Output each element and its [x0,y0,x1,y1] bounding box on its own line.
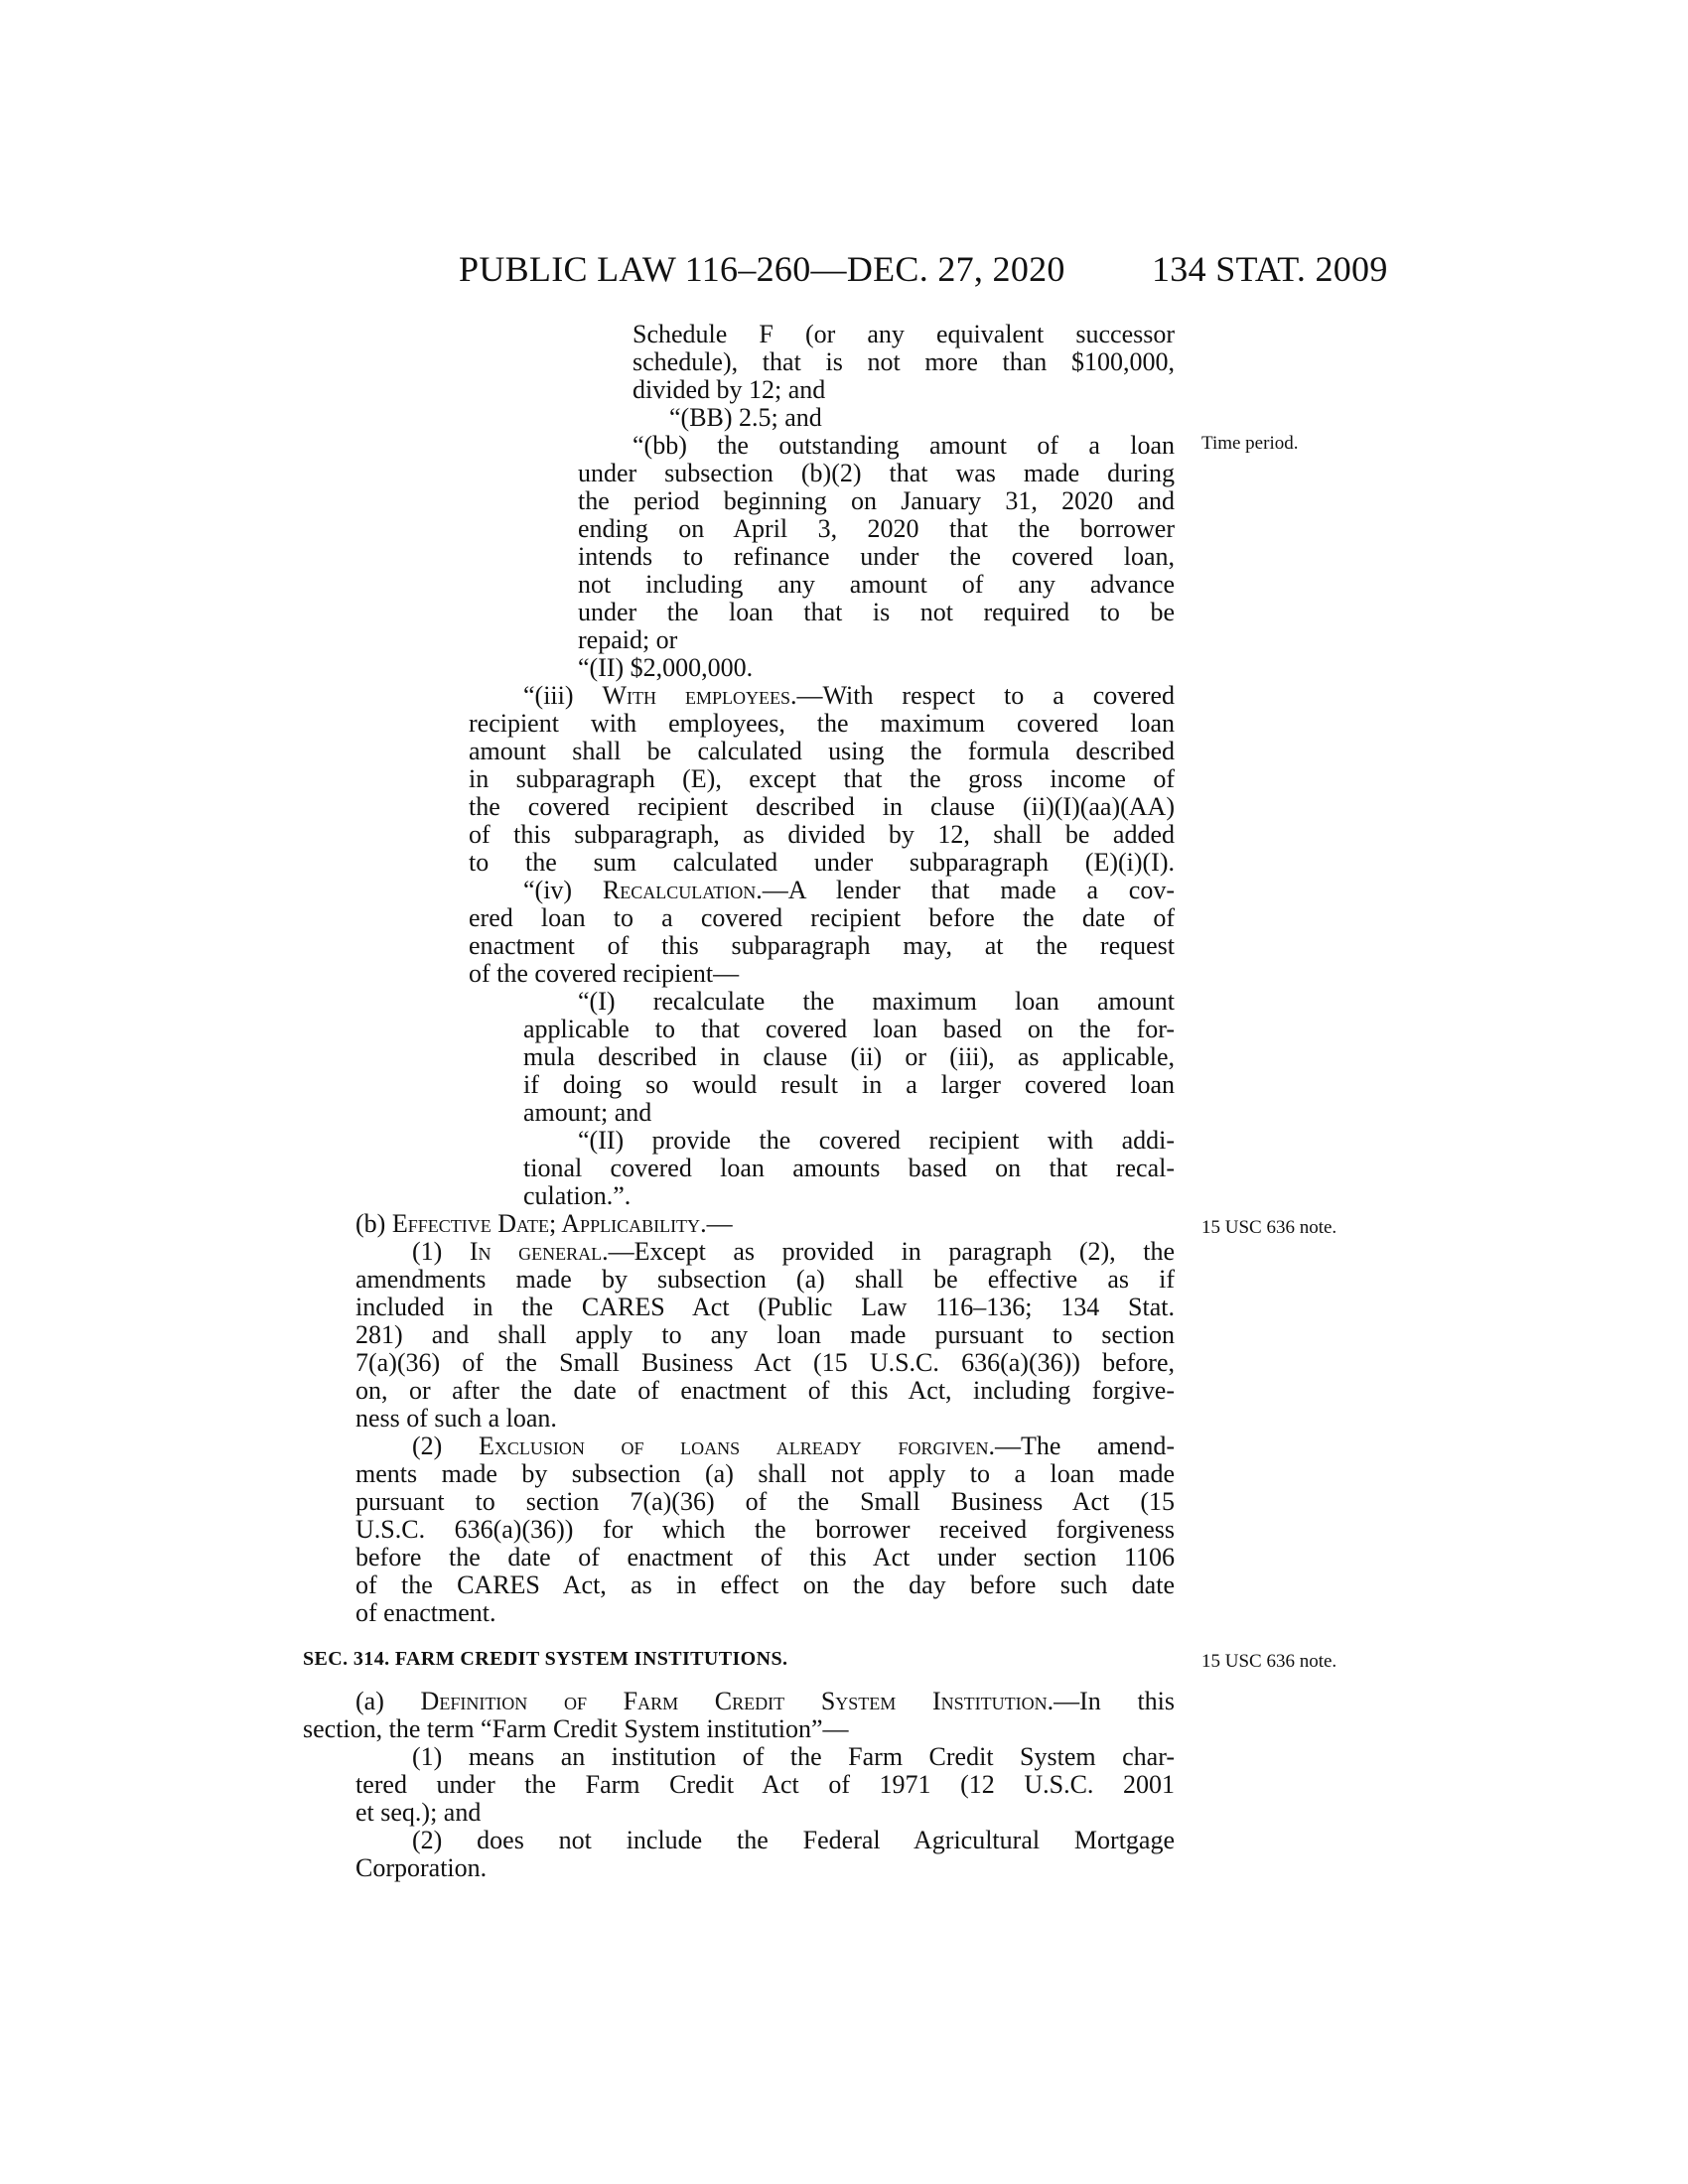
text-line: tional covered loan amounts based on that recal- [523,1154,1175,1182]
text-line: applicable to that covered loan based on the for- [523,1015,1175,1043]
text-line: intends to refinance under the covered loan, [578,542,1175,571]
text-line: under subsection (b)(2) that was made during [578,459,1175,487]
text-line: section, the term “Farm Credit System institution”— [303,1714,849,1743]
text-line: enactment of this subparagraph may, at the request [469,931,1175,960]
text-line: included in the CARES Act (Public Law 116–136; 134 Stat. [355,1293,1175,1321]
text-line: ending on April 3, 2020 that the borrower [578,514,1175,543]
text-line: et seq.); and [355,1798,482,1827]
text-line: mula described in clause (ii) or (iii), as applicable, [523,1042,1175,1071]
text-line: in subparagraph (E), except that the gross income of [469,764,1175,793]
margin-note-usc-2: 15 USC 636 note. [1201,1651,1337,1672]
running-header-title: PUBLIC LAW 116–260—DEC. 27, 2020 [459,249,1065,289]
text-line: on, or after the date of enactment of this Act, including forgive- [355,1376,1175,1405]
text-line: repaid; or [578,625,678,654]
text-line: (2) does not include the Federal Agricultural Mortgage [412,1826,1175,1854]
text-line: (a) Definition of Farm Credit System Institution.—In this [355,1687,1176,1715]
text-line: under the loan that is not required to be [578,598,1175,626]
text-line: 7(a)(36) of the Small Business Act (15 U.S.C. 636(a)(36)) before, [355,1348,1175,1377]
text-line: “(iii) With employees.—With respect to a covered [523,681,1175,710]
text-line: recipient with employees, the maximum covered loan [469,709,1175,738]
page-reference: 134 STAT. 2009 [1152,249,1388,289]
text-line: of enactment. [355,1598,496,1627]
text-line: not including any amount of any advance [578,570,1175,599]
text-line: U.S.C. 636(a)(36)) for which the borrower received forgiveness [355,1515,1175,1544]
text-line: ments made by subsection (a) shall not apply to a loan made [355,1459,1175,1488]
text-line: “(II) provide the covered recipient with addi- [578,1126,1175,1155]
text-line: before the date of enactment of this Act under section 1106 [355,1543,1175,1571]
text-line: of this subparagraph, as divided by 12, shall be added [469,820,1175,849]
text-line: amendments made by subsection (a) shall be effective as if [355,1265,1175,1294]
text-line: “(BB) 2.5; and [669,403,822,432]
text-line: schedule), that is not more than $100,000, [633,347,1175,376]
text-line: tered under the Farm Credit Act of 1971 (12 U.S.C. 2001 [355,1770,1175,1799]
text-line: “(bb) the outstanding amount of a loan [633,431,1175,460]
text-line: divided by 12; and [633,375,826,404]
text-line: 281) and shall apply to any loan made pursuant to section [355,1320,1175,1349]
text-line: Schedule F (or any equivalent successor [633,320,1175,348]
text-line: (1) means an institution of the Farm Credit System char- [412,1742,1175,1771]
text-line: of the CARES Act, as in effect on the day before such date [355,1570,1175,1599]
text-line: ered loan to a covered recipient before the date of [469,903,1175,932]
text-line: “(II) $2,000,000. [578,653,754,682]
margin-note-time-period: Time period. [1201,433,1299,454]
text-line: “(I) recalculate the maximum loan amount [578,987,1175,1016]
text-line: (1) In general.—Except as provided in paragraph (2), the [412,1237,1175,1266]
margin-note-usc-1: 15 USC 636 note. [1201,1217,1337,1238]
text-line: the covered recipient described in clause (ii)(I)(aa)(AA) [469,792,1175,821]
text-line: Corporation. [355,1853,488,1882]
text-line: amount shall be calculated using the formula described [469,737,1175,765]
text-line: if doing so would result in a larger covered loan [523,1070,1175,1099]
text-line: the period beginning on January 31, 2020 and [578,486,1175,515]
text-line: culation.”. [523,1181,632,1210]
text-line: “(iv) Recalculation.—A lender that made a cov- [523,876,1175,904]
text-line: (2) Exclusion of loans already forgiven.—The amend- [412,1432,1175,1460]
section-heading: SEC. 314. FARM CREDIT SYSTEM INSTITUTIONS. [303,1648,788,1670]
text-line: ness of such a loan. [355,1404,557,1433]
text-line: (b) Effective Date; Applicability.— [355,1209,733,1238]
text-line: amount; and [523,1098,652,1127]
text-line: to the sum calculated under subparagraph (E)(i)(I). [469,848,1175,877]
text-line: of the covered recipient— [469,959,740,988]
text-line: pursuant to section 7(a)(36) of the Small Business Act (15 [355,1487,1175,1516]
